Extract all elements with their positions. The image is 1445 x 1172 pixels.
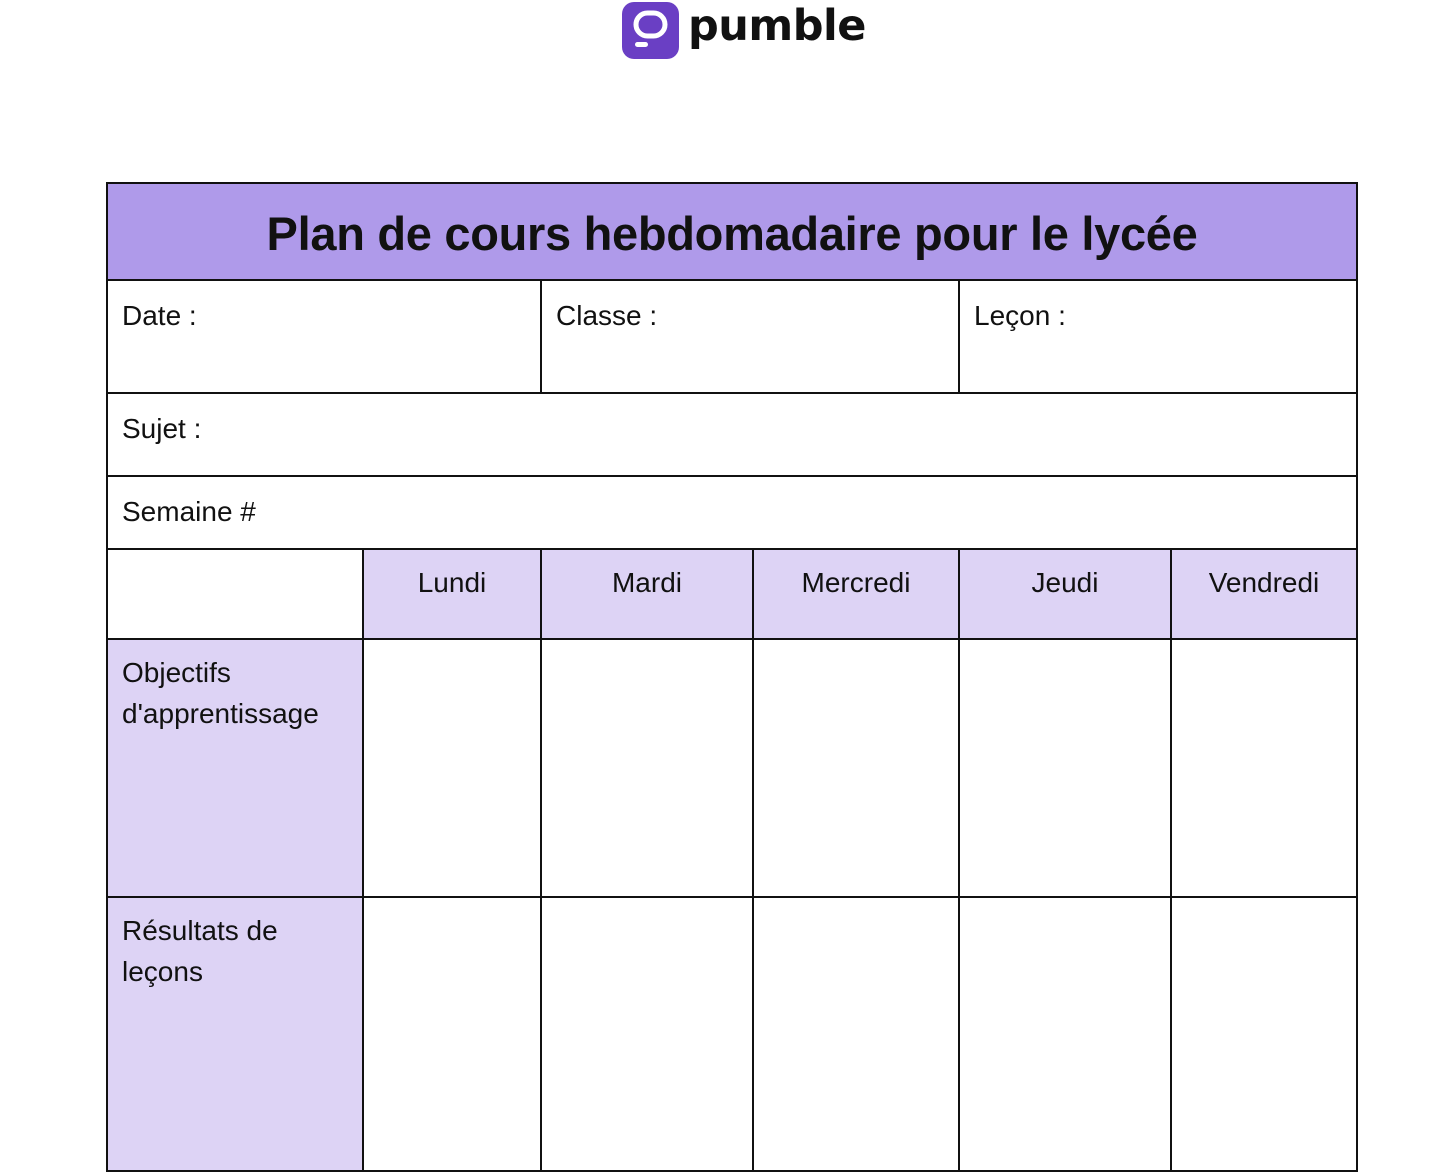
day-header-tuesday: Mardi [541, 549, 753, 639]
day-header-monday: Lundi [363, 549, 541, 639]
brand-name: pumble [688, 0, 866, 51]
cell-objectives-monday[interactable] [363, 639, 541, 897]
lesson-plan-table [106, 182, 1358, 1172]
week-label: Semaine # [122, 496, 256, 527]
day-header-thursday: Jeudi [959, 549, 1171, 639]
document-title-text: Plan de cours hebdomadaire pour le lycée [266, 207, 1198, 260]
subject-field[interactable] [107, 393, 1357, 476]
row-label-learning-objectives: Objectifs d'apprentissage [107, 639, 363, 897]
cell-objectives-thursday[interactable] [959, 639, 1171, 897]
lesson-label: Leçon : [974, 300, 1066, 331]
cell-outcomes-wednesday[interactable] [753, 897, 959, 1171]
pumble-logo-icon [622, 2, 679, 59]
class-label: Classe : [556, 300, 658, 331]
cell-outcomes-monday[interactable] [363, 897, 541, 1171]
class-field[interactable] [541, 280, 959, 393]
date-label: Date : [122, 300, 197, 331]
cell-outcomes-tuesday[interactable] [541, 897, 753, 1171]
cell-objectives-wednesday[interactable] [753, 639, 959, 897]
lesson-field[interactable] [959, 280, 1357, 393]
cell-objectives-friday[interactable] [1171, 639, 1357, 897]
document-title [107, 183, 1357, 280]
corner-cell [107, 549, 363, 639]
day-header-wednesday: Mercredi [753, 549, 959, 639]
date-field[interactable] [107, 280, 541, 393]
subject-label: Sujet : [122, 413, 202, 444]
cell-objectives-tuesday[interactable] [541, 639, 753, 897]
day-header-friday: Vendredi [1171, 549, 1357, 639]
row-label-lesson-outcomes: Résultats de leçons [107, 897, 363, 1171]
cell-outcomes-friday[interactable] [1171, 897, 1357, 1171]
cell-outcomes-thursday[interactable] [959, 897, 1171, 1171]
pumble-logo [622, 1, 866, 59]
week-field[interactable] [107, 476, 1357, 549]
